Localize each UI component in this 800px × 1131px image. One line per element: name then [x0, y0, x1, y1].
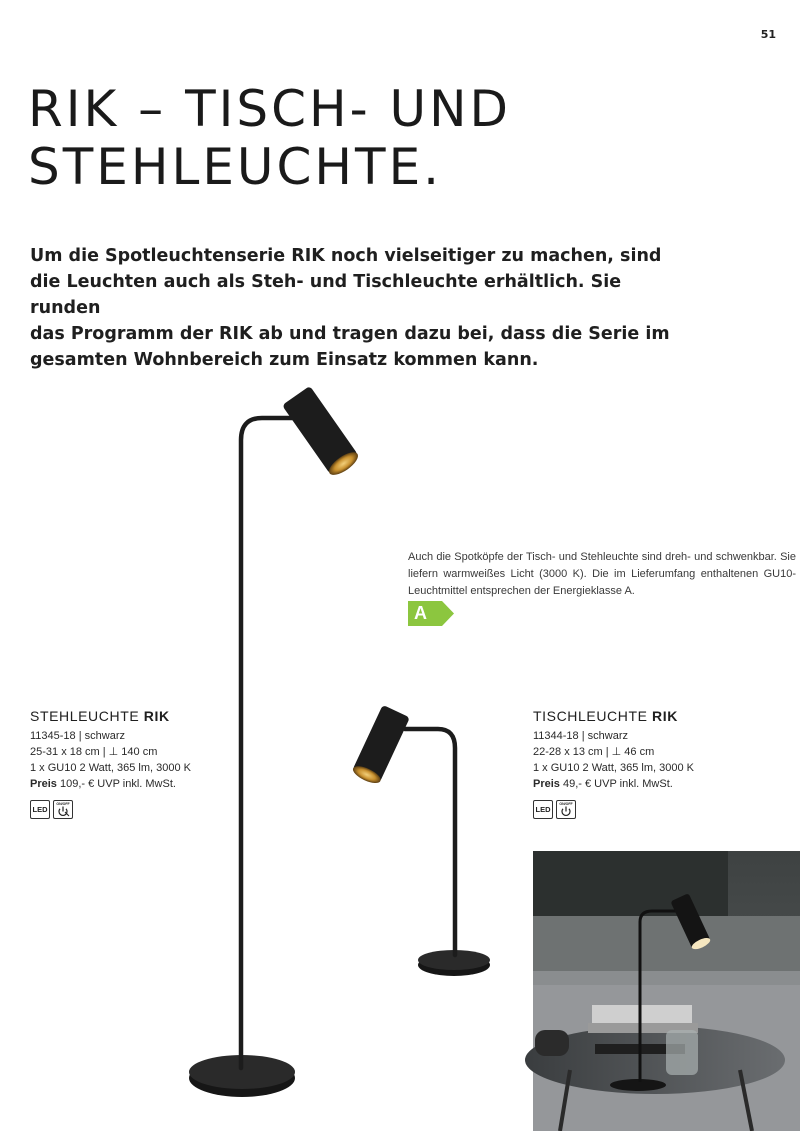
intro-line-2: die Leuchten auch als Steh- und Tischleuchte erhältlich. Sie runden	[30, 272, 622, 318]
product-article: 11344-18 | schwarz	[533, 730, 628, 742]
product-name-prefix: STEHLEUCHTE	[30, 708, 140, 724]
title-line-2: STEHLEUCHTE.	[28, 138, 443, 196]
title-line-1: RIK – TISCH- UND	[28, 80, 512, 138]
product-article: 11345-18 | schwarz	[30, 730, 125, 742]
price-value: 109,- € UVP inkl. MwSt.	[59, 778, 176, 790]
led-icon: LED	[533, 800, 553, 819]
power-icon	[560, 805, 572, 817]
floor-lamp-illustration	[189, 386, 361, 1097]
product-name	[533, 707, 694, 725]
power-hand-icon	[56, 805, 70, 817]
product-floor-lamp	[30, 707, 191, 819]
intro-line-4: gesamten Wohnbereich zum Einsatz kommen kann.	[30, 350, 539, 370]
product-table-lamp	[533, 707, 694, 819]
feature-icons	[30, 800, 191, 819]
product-name-bold: RIK	[143, 708, 170, 724]
lamp-caption: Auch die Spotköpfe der Tisch- und Stehleuchte sind dreh- und schwenkbar. Sie liefern warmweißes Licht (3000 K). Die im Lieferumfang enthaltenen GU10-Leuchtmittel entsprechen der Energieklasse A.	[408, 551, 796, 597]
switch-icon: ON/OFF	[556, 800, 576, 819]
energy-class-badge	[408, 601, 454, 626]
product-bulb: 1 x GU10 2 Watt, 365 lm, 3000 K	[533, 762, 695, 774]
room-photo	[525, 851, 800, 1131]
product-name	[30, 707, 191, 725]
table-lamp-illustration	[351, 705, 490, 976]
price-label: Preis	[533, 778, 560, 790]
product-bulb: 1 x GU10 2 Watt, 365 lm, 3000 K	[30, 762, 192, 774]
product-price	[30, 776, 191, 792]
price-label: Preis	[30, 778, 57, 790]
price-value: 49,- € UVP inkl. MwSt.	[562, 778, 673, 790]
page-number: 51	[760, 28, 776, 41]
product-dimensions: 25-31 x 18 cm | ⊥ 140 cm	[30, 746, 158, 758]
touch-switch-icon: ON/OFF	[53, 800, 73, 819]
intro-line-3: das Programm der RIK ab und tragen dazu bei, dass die Serie im	[30, 324, 670, 344]
led-icon: LED	[30, 800, 50, 819]
product-dimensions: 22-28 x 13 cm | ⊥ 46 cm	[533, 746, 655, 758]
intro-line-1: Um die Spotleuchtenserie RIK noch vielseitiger zu machen, sind	[30, 246, 662, 266]
product-name-bold: RIK	[652, 708, 678, 724]
product-name-prefix: TISCHLEUCHTE	[533, 708, 648, 724]
feature-icons	[533, 800, 694, 819]
energy-class-letter: A	[414, 603, 427, 623]
product-price	[533, 776, 694, 792]
